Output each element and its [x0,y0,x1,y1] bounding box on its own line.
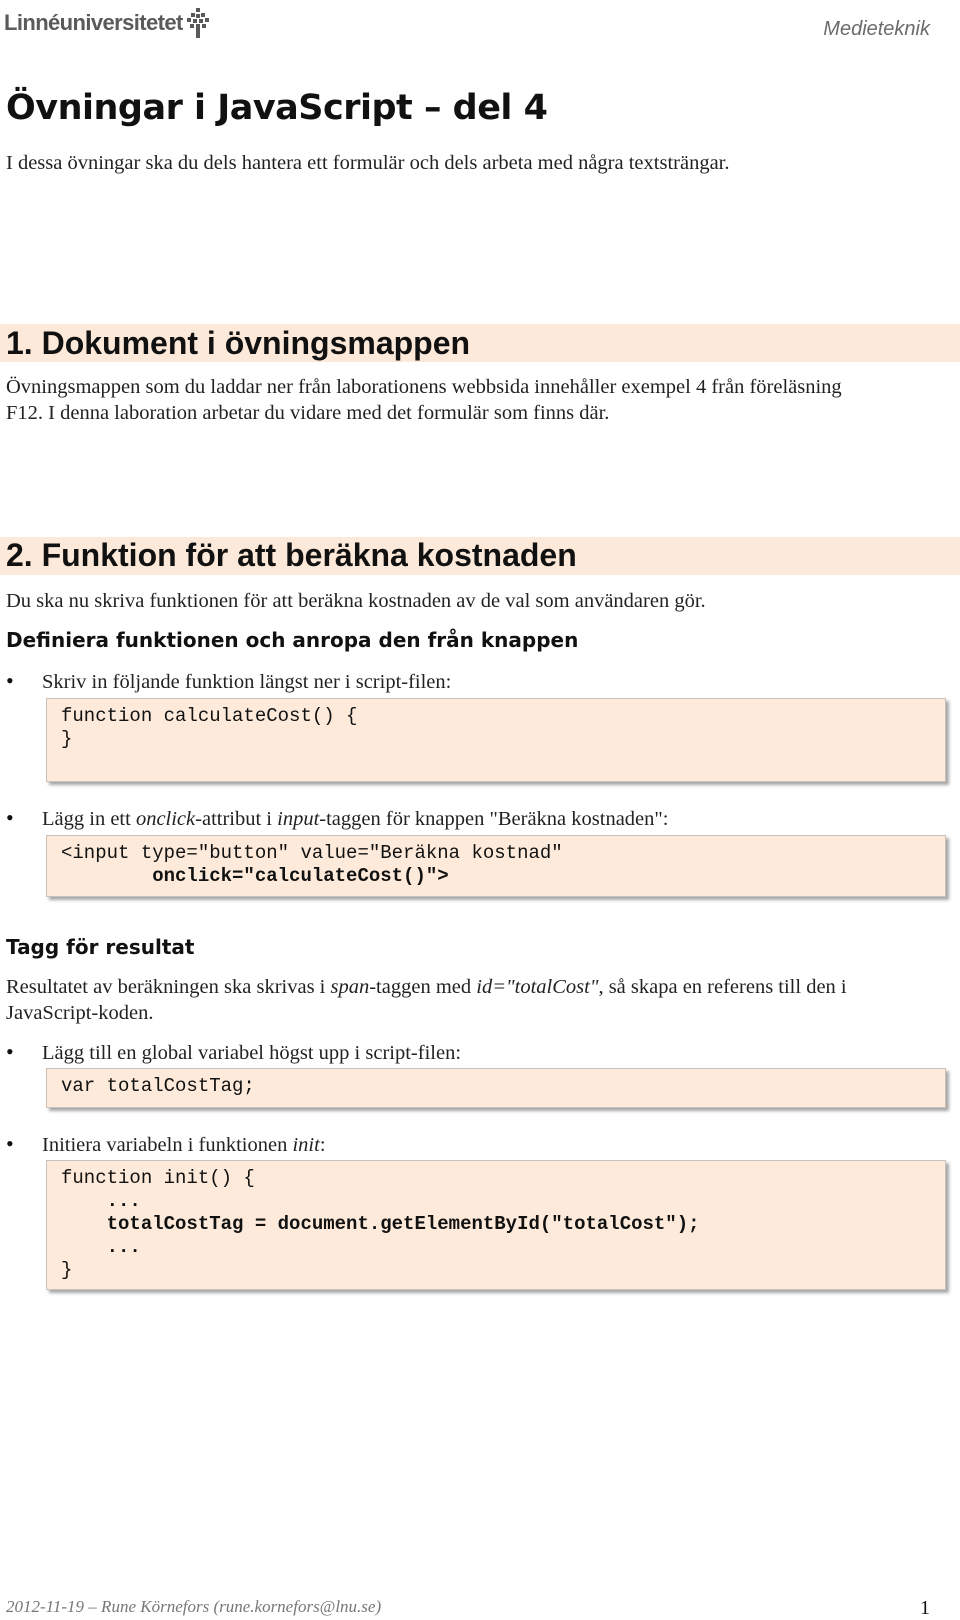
footer-date-author: 2012-11-19 – Rune Körnefors (rune.kornefors@lnu.se) [6,1597,382,1616]
bullet-icon: • [6,805,14,830]
section1-heading: 1. Dokument i övningsmappen [6,325,471,361]
bullet-icon: • [6,668,14,693]
result-para-line2: JavaScript-koden. [6,1002,154,1024]
intro-text: I dessa övningar ska du dels hantera ett formulär och dels arbeta med några textsträngar. [6,152,730,174]
page-title: Övningar i JavaScript – del 4 [6,88,548,128]
subject-label: Medieteknik [823,18,930,40]
bullet-icon: • [6,1131,14,1156]
subheading-define-function: Definiera funktionen och anropa den från knappen [6,628,579,652]
code-line: ... [61,1236,141,1258]
code-line: totalCostTag = document.getElementById("totalCost"); [61,1213,700,1235]
code-line: } [61,1259,73,1281]
code-block-init [46,1160,946,1290]
code-line: ... [61,1190,141,1212]
bullet-icon: • [6,1039,14,1064]
result-para-line1: Resultatet av beräkningen ska skrivas i span-taggen med id="totalCost", så skapa en referens till den i [6,976,847,998]
page-number: 1 [920,1597,930,1619]
bullet-text: Lägg till en global variabel högst upp i script-filen: [42,1042,462,1064]
section1-para-line2: F12. I denna laboration arbetar du vidare med det formulär som finns där. [6,402,610,424]
section1-para-line1: Övningsmappen som du laddar ner från laborationens webbsida innehåller exempel 4 från föreläsning [6,376,842,398]
code-line: var totalCostTag; [61,1075,255,1097]
list-item [6,805,668,831]
section2-heading: 2. Funktion för att beräkna kostnaden [6,537,577,573]
bullet-text: Lägg in ett onclick-attribut i input-taggen för knappen "Beräkna kostnaden": [42,808,669,830]
code-block-input-tag [46,835,946,897]
bullet-text: Initiera variabeln i funktionen init: [42,1134,326,1156]
code-line: <input type="button" value="Beräkna kostnad" [61,842,563,864]
section2-intro: Du ska nu skriva funktionen för att beräkna kostnaden av de val som användaren gör. [6,590,706,612]
code-block-calculatecost [46,698,946,782]
university-logo [4,6,224,40]
list-item [6,1039,461,1065]
code-block-global-var [46,1068,946,1108]
code-line: onclick="calculateCost()"> [61,865,449,887]
list-item [6,668,451,694]
list-item [6,1131,326,1157]
code-line: } [61,728,73,750]
logo-text: Linnéuniversitetet [4,10,183,35]
subheading-result-tag: Tagg för resultat [6,935,195,959]
tree-icon [185,6,211,40]
code-line: function init() { [61,1167,255,1189]
code-line: function calculateCost() { [61,705,358,727]
bullet-text: Skriv in följande funktion längst ner i script-filen: [42,671,452,693]
